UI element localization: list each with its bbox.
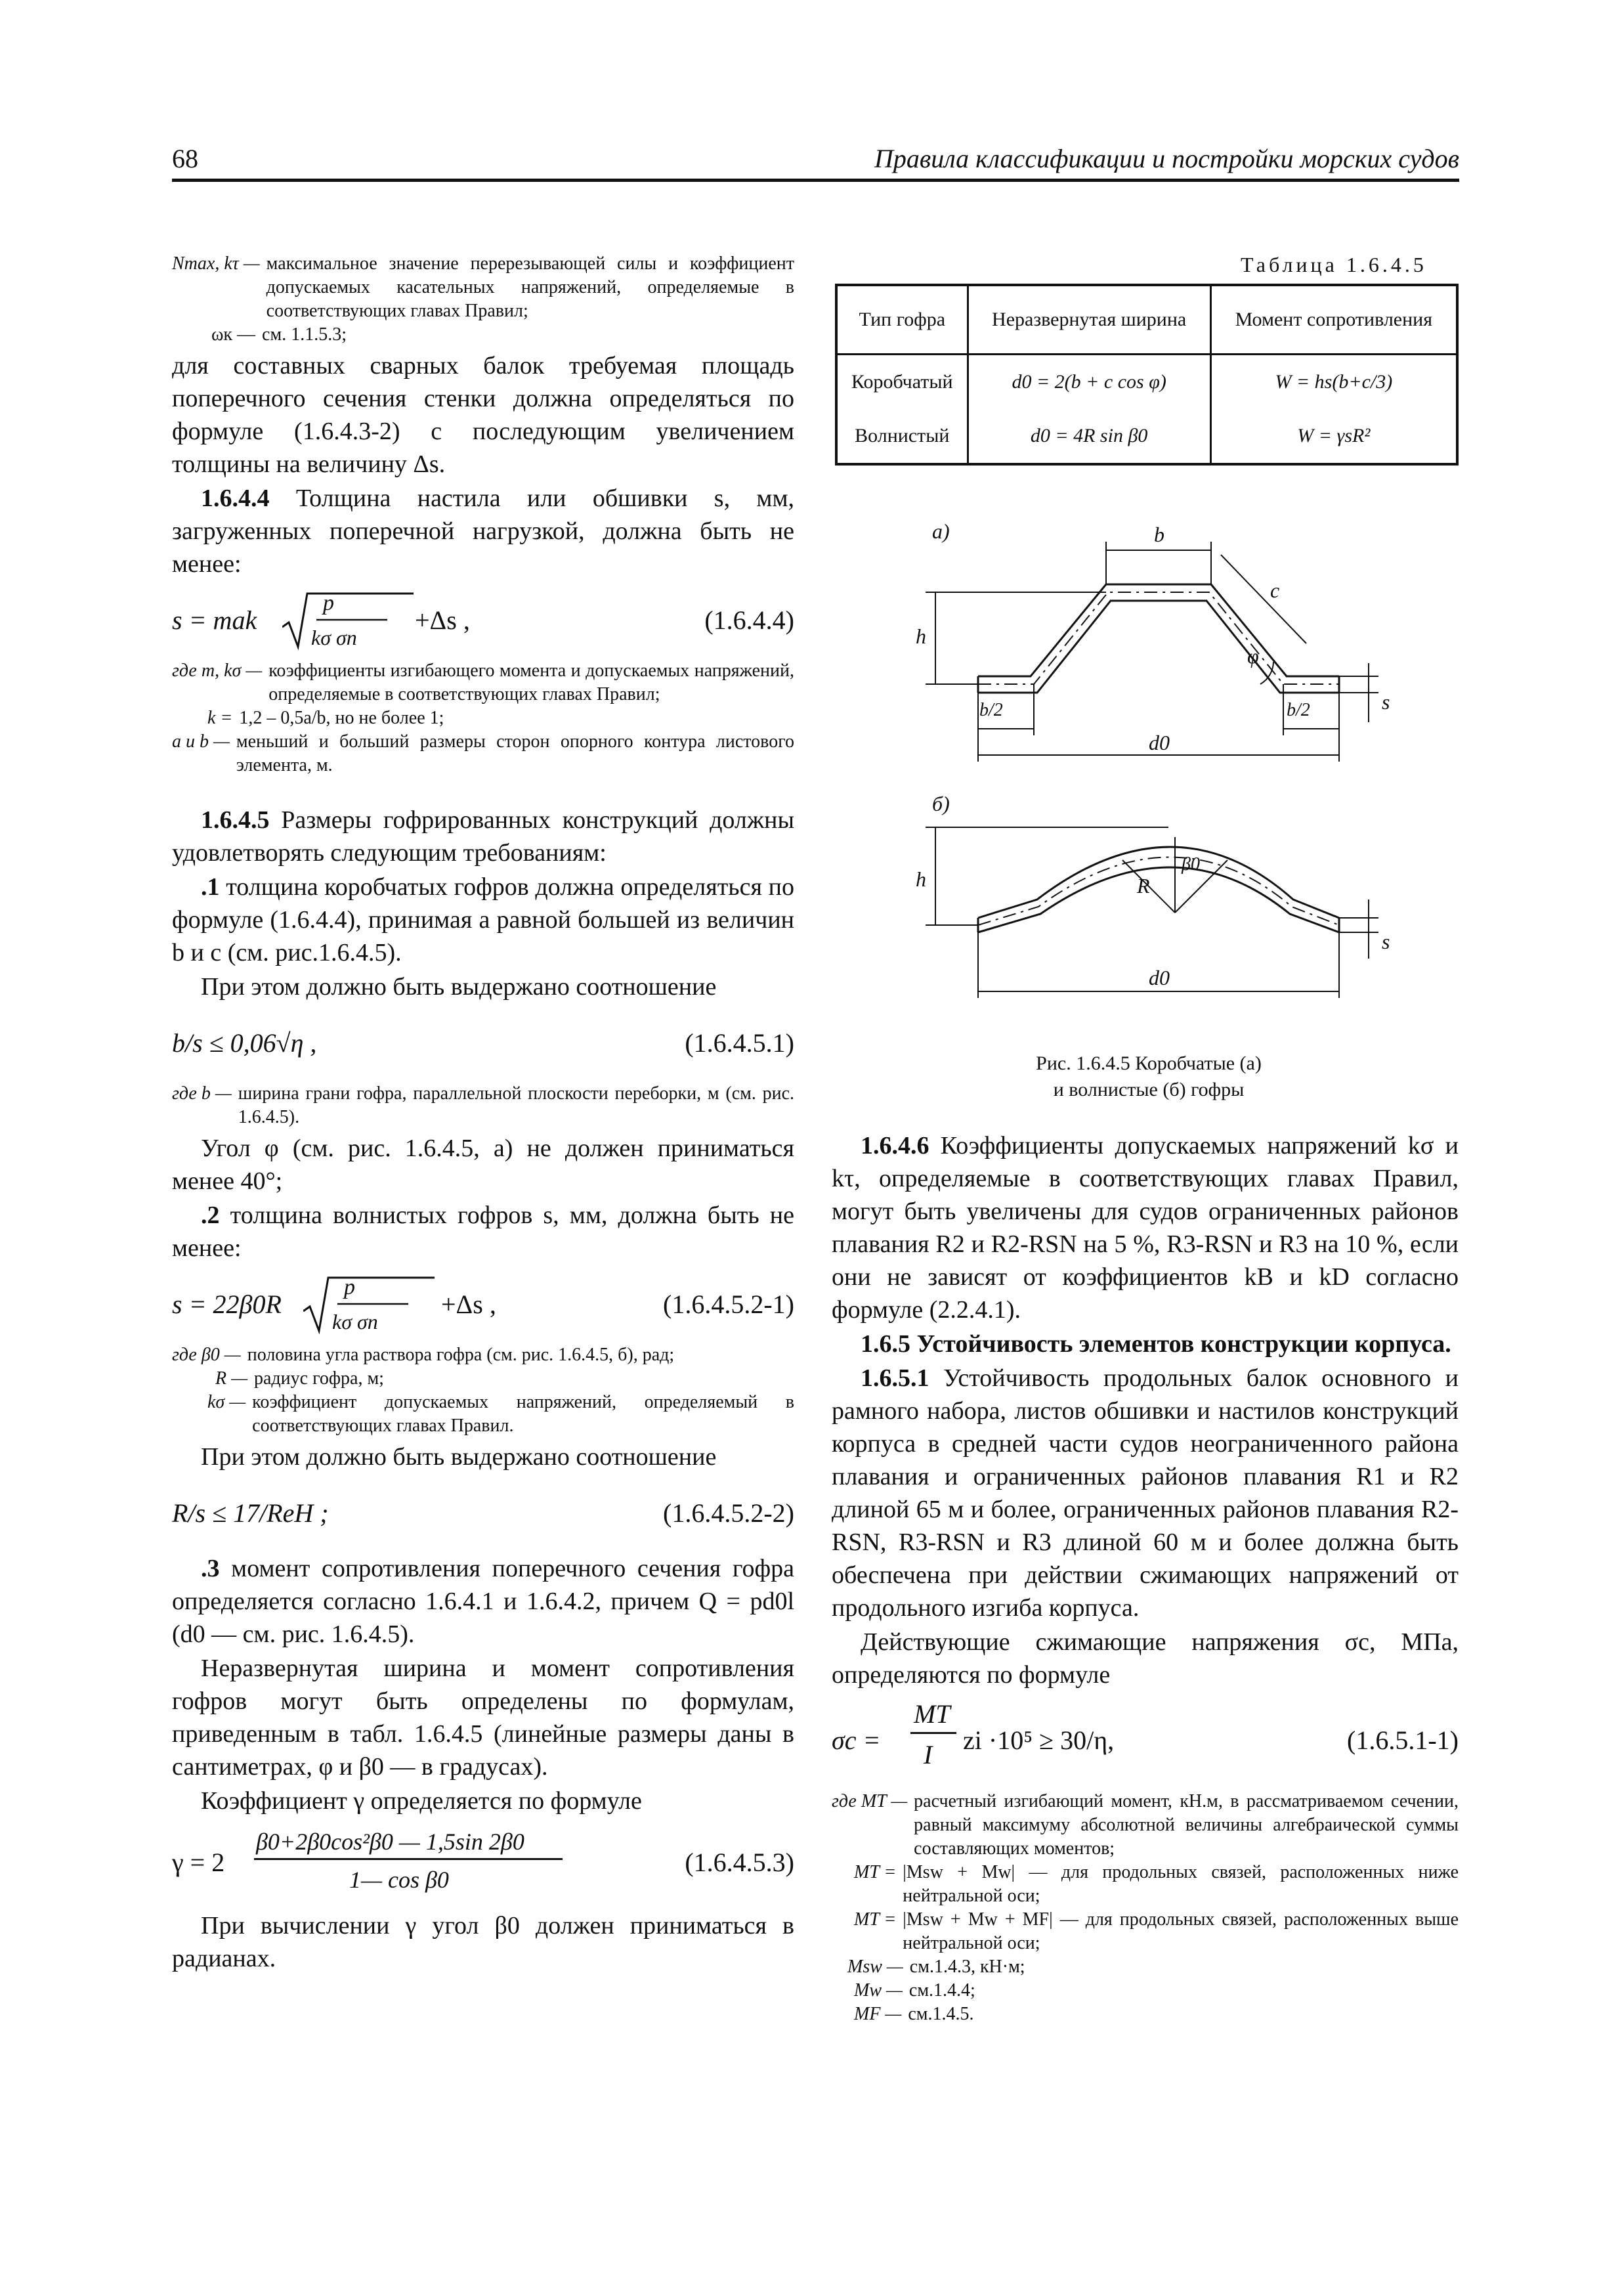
paragraph: Неразвернутая ширина и момент сопротивления гофров могут быть определены по формулам, приведенным в табл. 1.6.4.5 (линейные размеры даны в сантиметрах, φ и β0 — в градусах). [172, 1655, 794, 1781]
formula-1-6-4-5-1: b/s ≤ 0,06√η , (1.6.4.5.1) [172, 1028, 794, 1058]
header-rule [172, 179, 1459, 182]
paragraph: 1.6.4.5 Размеры гофрированных конструкций должны удовлетворять следующим требованиям: [172, 806, 795, 867]
dim-b2-right: b/2 [1287, 700, 1310, 720]
dim-c: c [1270, 578, 1280, 602]
label-a: а) [932, 519, 950, 543]
left-column [172, 249, 794, 1976]
fraction-bar [910, 1732, 956, 1734]
table-1-6-4-5 [835, 284, 1459, 466]
dim-phi: φ [1247, 644, 1259, 668]
formula-1-6-5-1-1: σc = MT I zi ·10⁵ ≥ 30/η, (1.6.5.1-1) [832, 1699, 1459, 1769]
paragraph: .2 толщина волнистых гофров s, мм, должна быть не менее: [172, 1202, 795, 1262]
figure-caption: Рис. 1.6.4.5 Коробчатые (а) и волнистые (б) гофры [1036, 1052, 1262, 1100]
table-header: Момент сопротивления [1210, 285, 1457, 355]
defs-2: где b — ширина грани гофра, параллельной плоскости переборки, м (см. рис. 1.6.4.5). [172, 1083, 794, 1127]
dim-h-b: h [916, 867, 926, 891]
table-row: Волнистый d0 = 4R sin β0 W = γsR² [836, 409, 1457, 464]
formula-1-6-4-4: s = mak p kσ σn +Δs , (1.6.4.4) [172, 591, 794, 649]
formula-1-6-4-5-2-1: s = 22β0R p kσ σn +Δs , (1.6.4.5.2-1) [172, 1275, 794, 1333]
dim-s-b: s [1382, 930, 1390, 953]
paragraph: .1 толщина коробчатых гофров должна определяться по формуле (1.6.4.4), принимая a равной большей из величин b и c (см. рис.1.6.4.5). [172, 873, 795, 966]
formula-1-6-4-5-2-2: R/s ≤ 17/ReH ; (1.6.4.5.2-2) [172, 1498, 794, 1528]
table-header: Неразвернутая ширина [968, 285, 1210, 355]
paragraph: При вычислении γ угол β0 должен приниматься в радианах. [172, 1912, 794, 1972]
fraction-bar [254, 1858, 563, 1860]
paragraph: для составных сварных балок требуемая площадь поперечного сечения стенки должна определяться по формуле (1.6.4.3-2) с последующим увеличением толщины на величину Δs. [172, 352, 794, 478]
paragraph: 1.6.4.6 Коэффициенты допускаемых напряжений kσ и kτ, определяемые в соответствующих главах Правил, могут быть увеличены для судов ограниченных районов плавания R2 и R2-RSN на 5 %, R3-RSN и R3 на 10 %, если они не зависят от коэффициентов kB и kD согласно формуле (2.2.4.1). [832, 1132, 1459, 1324]
paragraph: Действующие сжимающие напряжения σc, МПа, определяются по формуле [832, 1628, 1459, 1689]
table-header: Тип гофра [836, 285, 968, 355]
dim-s-a: s [1382, 690, 1390, 714]
table-header-row [836, 285, 1457, 355]
table-row: Коробчатый d0 = 2(b + c cos φ) W = hs(b+c/3) [836, 355, 1457, 410]
paragraph: 1.6.4.4 Толщина настила или обшивки s, мм, загруженных поперечной нагрузкой, должна быть не менее: [172, 485, 794, 578]
formula-1-6-4-5-3: γ = 2 β0+2β0cos²β0 — 1,5sin 2β0 1— cos β0 (1.6.4.5.3) [172, 1829, 794, 1893]
dim-d0-a: d0 [1149, 731, 1170, 754]
defs-right: где MT — расчетный изгибающий момент, кН.м, в рассматриваемом сечении, равный максимуму абсолютной величины алгебраической суммы составляющих моментов; MT = |Msw + Mw| — для продольных связей, расположенных ниже нейтральной оси; MT = |Msw + Mw + MF| — для продольных связей, расположенных выше нейтральной оси; Msw — см.1.4.3, кН·м; Mw — см.1.4.4; MF — см.1.4.5. [832, 1791, 1459, 2024]
dim-beta: β0 [1182, 854, 1200, 875]
defs-3: где β0 — половина угла раствора гофра (см. рис. 1.6.4.5, б), рад; R — радиус гофра, м; kσ — коэффициент допускаемых напряжений, определяемый в соответствующих главах Правил. [172, 1345, 794, 1436]
dim-d0-b: d0 [1149, 966, 1170, 989]
corrugation-figure [906, 512, 1431, 1037]
paragraph: Коэффициент γ определяется по формуле [201, 1787, 642, 1815]
dim-h-a: h [916, 624, 926, 648]
dim-R: R [1137, 874, 1150, 898]
paragraph: .3 момент сопротивления поперечного сечения гофра определяется согласно 1.6.4.1 и 1.6.4.2, причем Q = pd0l (d0 — см. рис. 1.6.4.5). [172, 1555, 794, 1648]
dim-b2-left: b/2 [979, 700, 1003, 720]
paragraph: При этом должно быть выдержано соотношение [201, 1443, 717, 1471]
table-caption: Таблица 1.6.4.5 [1241, 253, 1427, 276]
running-title: Правила классификации и постройки морских судов [874, 144, 1459, 173]
paragraph: Угол φ (см. рис. 1.6.4.5, а) не должен приниматься менее 40°; [172, 1135, 794, 1195]
paragraph: 1.6.5.1 Устойчивость продольных балок основного и рамного набора, листов обшивки и настилов конструкций корпуса в средней части судов неограниченного района плавания и ограниченных районов плавания R1 и R2 длиной 65 м и более, ограниченных районов плавания R2-RSN, R3-RSN и R3 длиной 60 м и более должна быть обеспечена при действии сжимающих напряжений от продольного изгиба корпуса. [832, 1364, 1459, 1622]
defs-top: Nmax, kτ — максимальное значение перерезывающей силы и коэффициент допускаемых касательных напряжений, определяемые в соответствующих главах Правил; ωк — см. 1.1.5.3; [172, 253, 794, 345]
section-heading: 1.6.5 Устойчивость элементов конструкции корпуса. [861, 1330, 1451, 1358]
page-number: 68 [172, 144, 198, 173]
label-b: б) [932, 792, 950, 815]
defs-1: где m, kσ — коэффициенты изгибающего момента и допускаемых напряжений, определяемые в соответствующих главах Правил; k = 1,2 – 0,5a/b, но не более 1; a и b — меньший и больший размеры сторон опорного контура листового элемента, м. [172, 661, 794, 775]
dim-b: b [1154, 523, 1164, 546]
right-column [832, 1129, 1459, 2029]
paragraph: При этом должно быть выдержано соотношение [201, 973, 717, 1001]
